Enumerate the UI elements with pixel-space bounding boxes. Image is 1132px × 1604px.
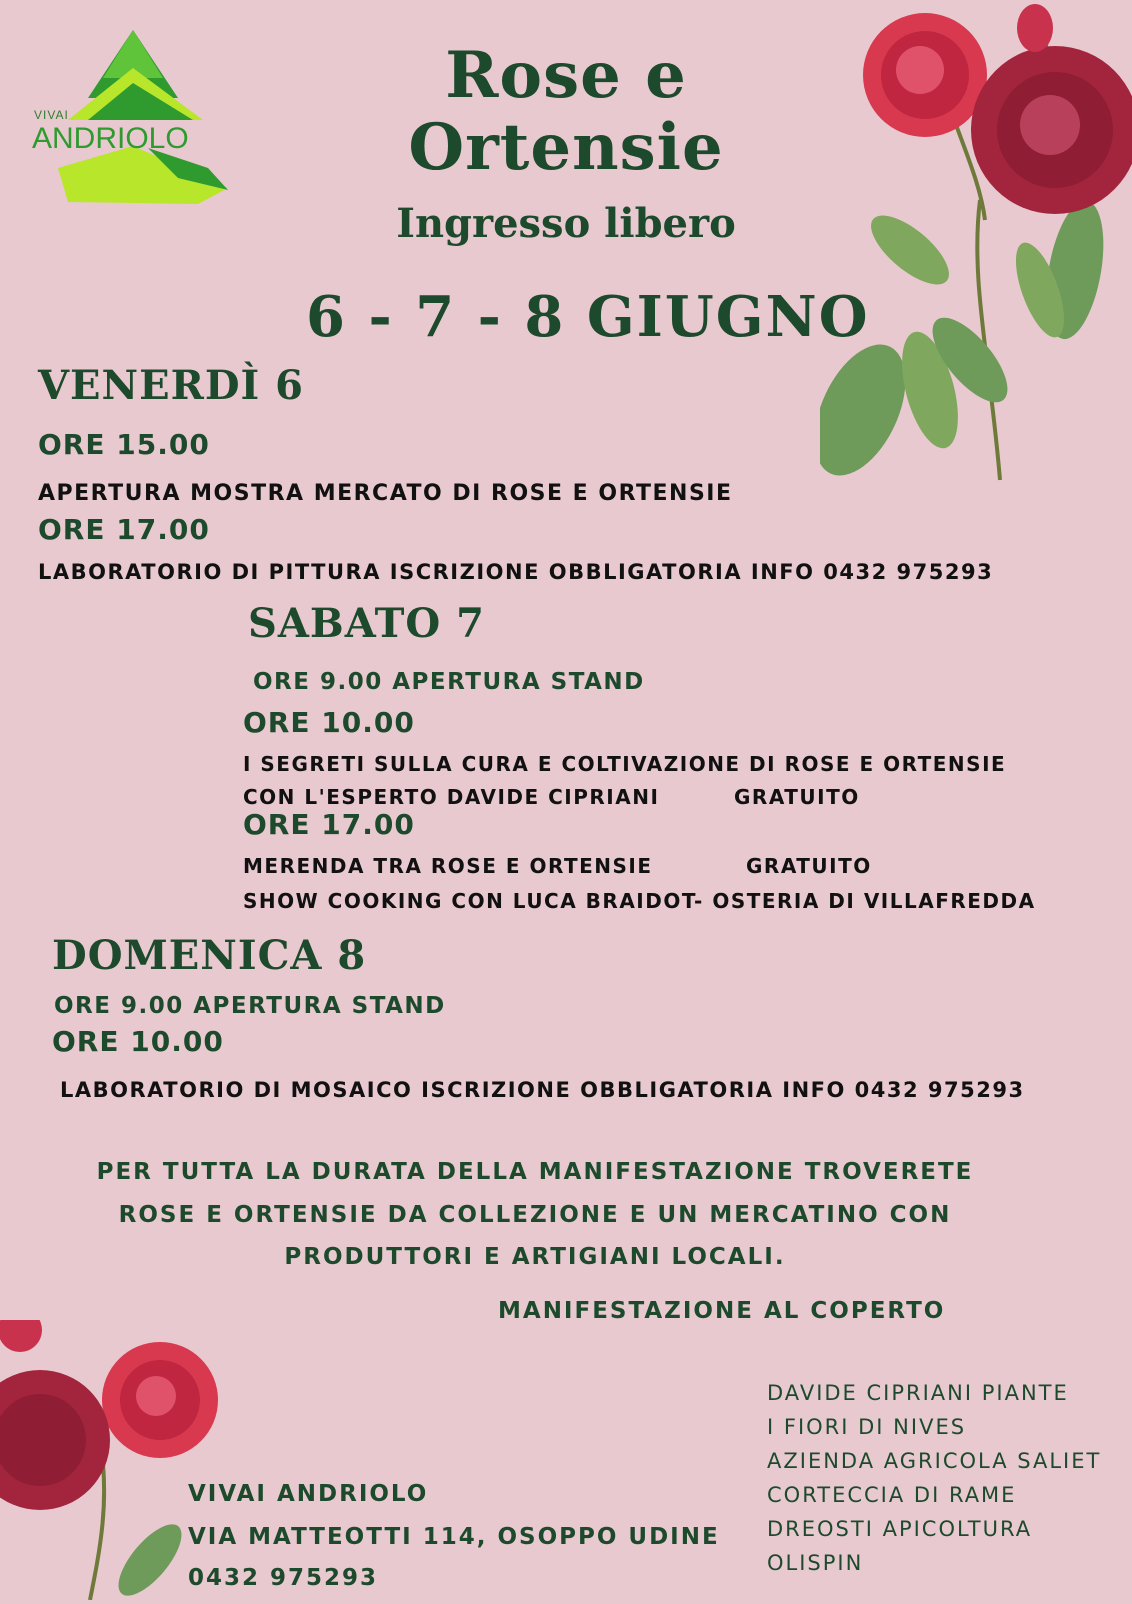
title-line-2: Ortensie bbox=[408, 110, 724, 185]
saturday-desc-1b: CON L'ESPERTO DAVIDE CIPRIANI bbox=[243, 785, 660, 809]
saturday-time-2: ORE 17.00 bbox=[243, 808, 415, 841]
friday-heading: VENERDÌ 6 bbox=[38, 362, 304, 409]
contact-name: VIVAI ANDRIOLO bbox=[188, 1481, 429, 1507]
sunday-time-1: ORE 10.00 bbox=[52, 1025, 224, 1058]
friday-desc-2: LABORATORIO DI PITTURA ISCRIZIONE OBBLIGATORIA INFO 0432 975293 bbox=[38, 560, 994, 584]
partner-item: DAVIDE CIPRIANI PIANTE bbox=[767, 1381, 1069, 1405]
logo-small-text: VIVAI bbox=[34, 108, 69, 122]
rose-bouquet-bottom-icon bbox=[0, 1320, 220, 1600]
partner-item: CORTECCIA DI RAME bbox=[767, 1483, 1017, 1507]
saturday-desc-2a: MERENDA TRA ROSE E ORTENSIE bbox=[243, 854, 653, 878]
saturday-desc-2b: SHOW COOKING CON LUCA BRAIDOT- OSTERIA DI VILLAFREDDA bbox=[243, 889, 1036, 913]
partner-item: DREOSTI APICOLTURA bbox=[767, 1517, 1033, 1541]
saturday-desc-1a: I SEGRETI SULLA CURA E COLTIVAZIONE DI ROSE E ORTENSIE bbox=[243, 752, 1007, 776]
contact-phone: 0432 975293 bbox=[188, 1565, 379, 1591]
covered-event-note: MANIFESTAZIONE AL COPERTO bbox=[498, 1298, 946, 1324]
friday-desc-1: APERTURA MOSTRA MERCATO DI ROSE E ORTENSIE bbox=[38, 481, 733, 506]
notice-line-3: PRODUTTORI E ARTIGIANI LOCALI. bbox=[284, 1244, 786, 1270]
sunday-heading: DOMENICA 8 bbox=[52, 932, 367, 979]
title-line-1: Rose e bbox=[445, 38, 687, 113]
friday-time-1: ORE 15.00 bbox=[38, 428, 210, 461]
partner-list bbox=[767, 1376, 1101, 1580]
partner-item: OLISPIN bbox=[767, 1551, 864, 1575]
saturday-stand: ORE 9.00 APERTURA STAND bbox=[253, 669, 645, 695]
logo-brand-text: ANDRIOLO bbox=[32, 122, 189, 155]
sunday-stand: ORE 9.00 APERTURA STAND bbox=[54, 993, 446, 1019]
saturday-free-tag-1: GRATUITO bbox=[734, 785, 860, 809]
notice-line-1: PER TUTTA LA DURATA DELLA MANIFESTAZIONE TROVERETE bbox=[96, 1159, 974, 1185]
partner-item: I FIORI DI NIVES bbox=[767, 1415, 967, 1439]
partner-item: AZIENDA AGRICOLA SALIET bbox=[767, 1449, 1102, 1473]
contact-address: VIA MATTEOTTI 114, OSOPPO UDINE bbox=[188, 1524, 720, 1550]
roses-bottom-left bbox=[0, 1320, 220, 1600]
notice-line-2: ROSE E ORTENSIE DA COLLEZIONE E UN MERCATINO CON bbox=[118, 1202, 952, 1228]
saturday-free-tag-2: GRATUITO bbox=[746, 854, 872, 878]
saturday-time-1: ORE 10.00 bbox=[243, 706, 415, 739]
event-dates: 6 - 7 - 8 GIUGNO bbox=[306, 284, 870, 350]
subtitle: Ingresso libero bbox=[396, 200, 736, 247]
friday-time-2: ORE 17.00 bbox=[38, 513, 210, 546]
saturday-heading: SABATO 7 bbox=[248, 600, 485, 647]
sunday-desc-1: LABORATORIO DI MOSAICO ISCRIZIONE OBBLIGATORIA INFO 0432 975293 bbox=[60, 1078, 1025, 1102]
